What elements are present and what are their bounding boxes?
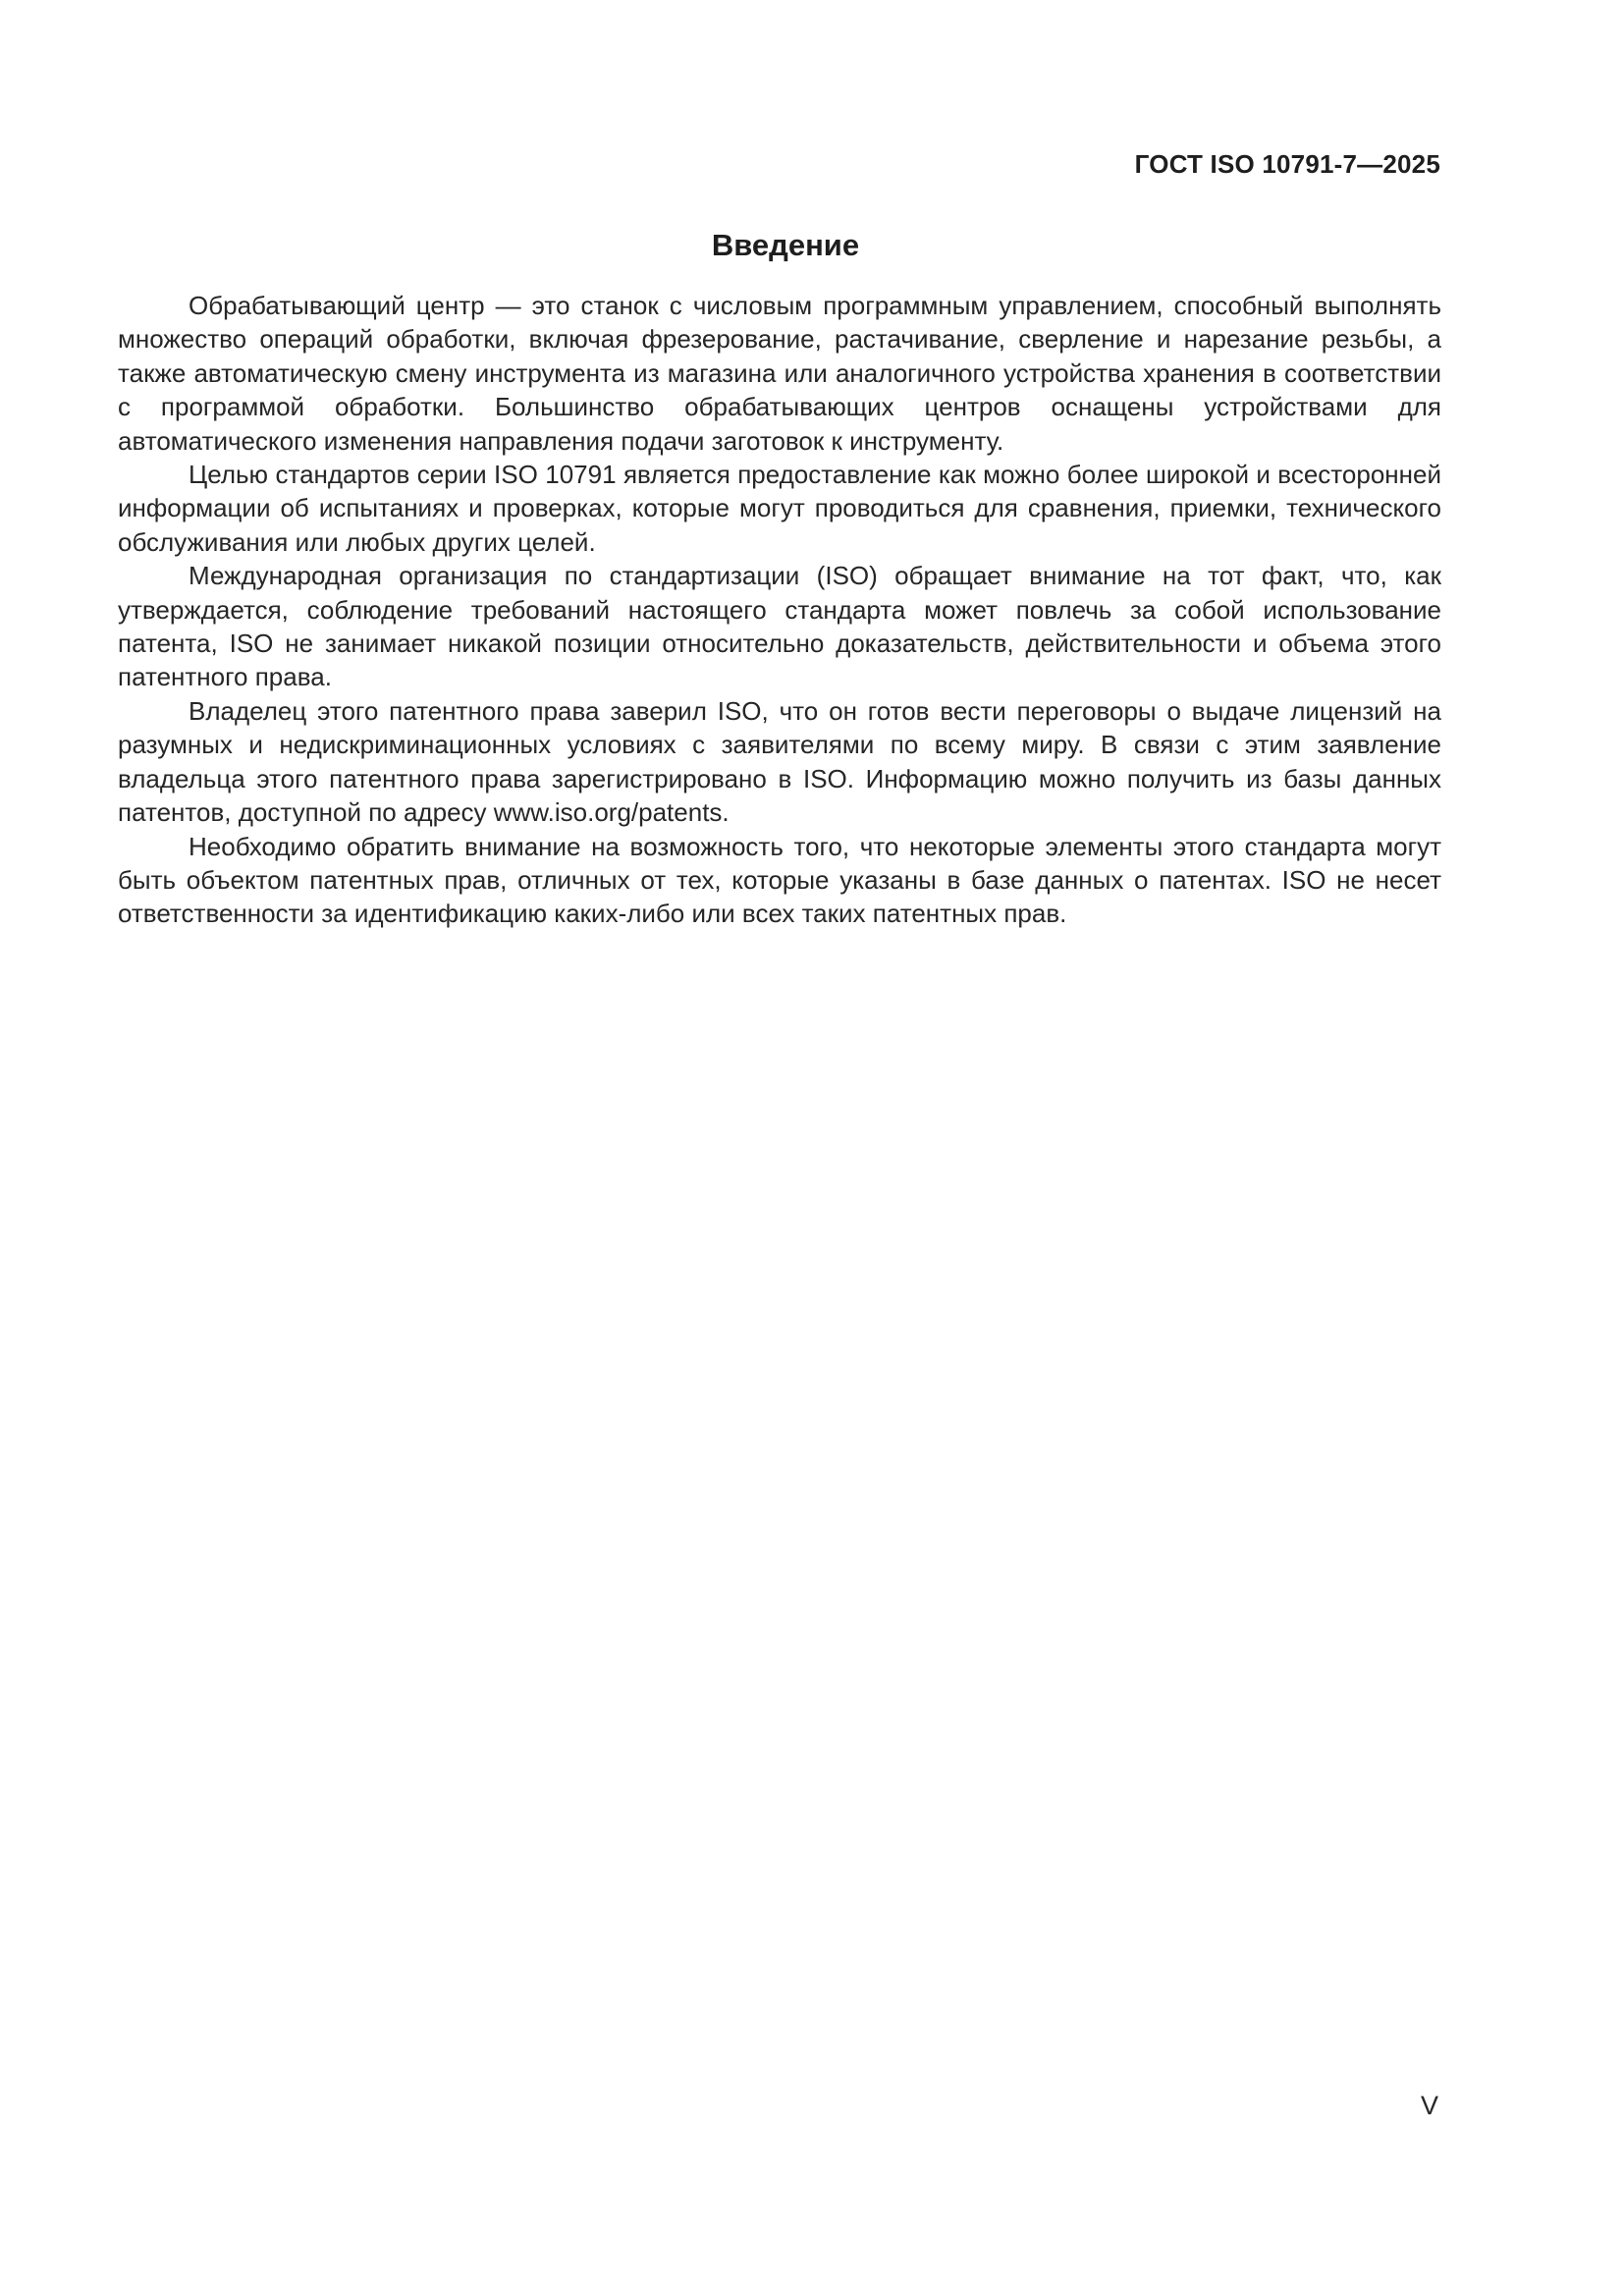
document-code: ГОСТ ISO 10791-7—2025	[1134, 149, 1440, 179]
paragraph-patent-notice: Международная организация по стандартизации (ISO) обращает внимание на тот факт, что, как утверждается, соблюдение требований настоящего стандарта может повлечь за собой использование патента, ISO не занимает никакой позиции относительно доказательств, действительности и объема этого патентного права.	[118, 561, 1441, 692]
paragraph-iso-10791-purpose: Целью стандартов серии ISO 10791 является предоставление как можно более широкой и всесторонней информации об испытаниях и проверках, которые могут проводиться для сравнения, приемки, технического обслуживания или любых других целей.	[118, 460, 1441, 557]
paragraph-patent-disclaimer: Необходимо обратить внимание на возможность того, что некоторые элементы этого стандарта могут быть объектом патентных прав, отличных от тех, которые указаны в базе данных о патентах. ISO не несет ответственности за идентификацию каких-либо или всех таких патентных прав.	[118, 831, 1441, 929]
section-title: Введение	[711, 228, 860, 262]
introduction-body	[118, 289, 1441, 931]
page-number: V	[1420, 2091, 1438, 2120]
paragraph-machining-center: Обрабатывающий центр — это станок с числовым программным управлением, способный выполнять множество операций обработки, включая фрезерование, растачивание, сверление и нарезание резьбы, а также автоматическую смену инструмента из магазина или аналогичного устройства хранения в соответствии с программой обработки. Большинство обрабатывающих центров оснащены устройствами для автоматического изменения направления подачи заготовок к инструменту.	[118, 291, 1441, 456]
paragraph-patent-holder: Владелец этого патентного права заверил ISO, что он готов вести переговоры о выдаче лицензий на разумных и недискриминационных условиях с заявителями по всему миру. В связи с этим заявление владельца этого патентного права зарегистрировано в ISO. Информацию можно получить из базы данных патентов, доступной по адресу www.iso.org/patents.	[118, 695, 1441, 828]
